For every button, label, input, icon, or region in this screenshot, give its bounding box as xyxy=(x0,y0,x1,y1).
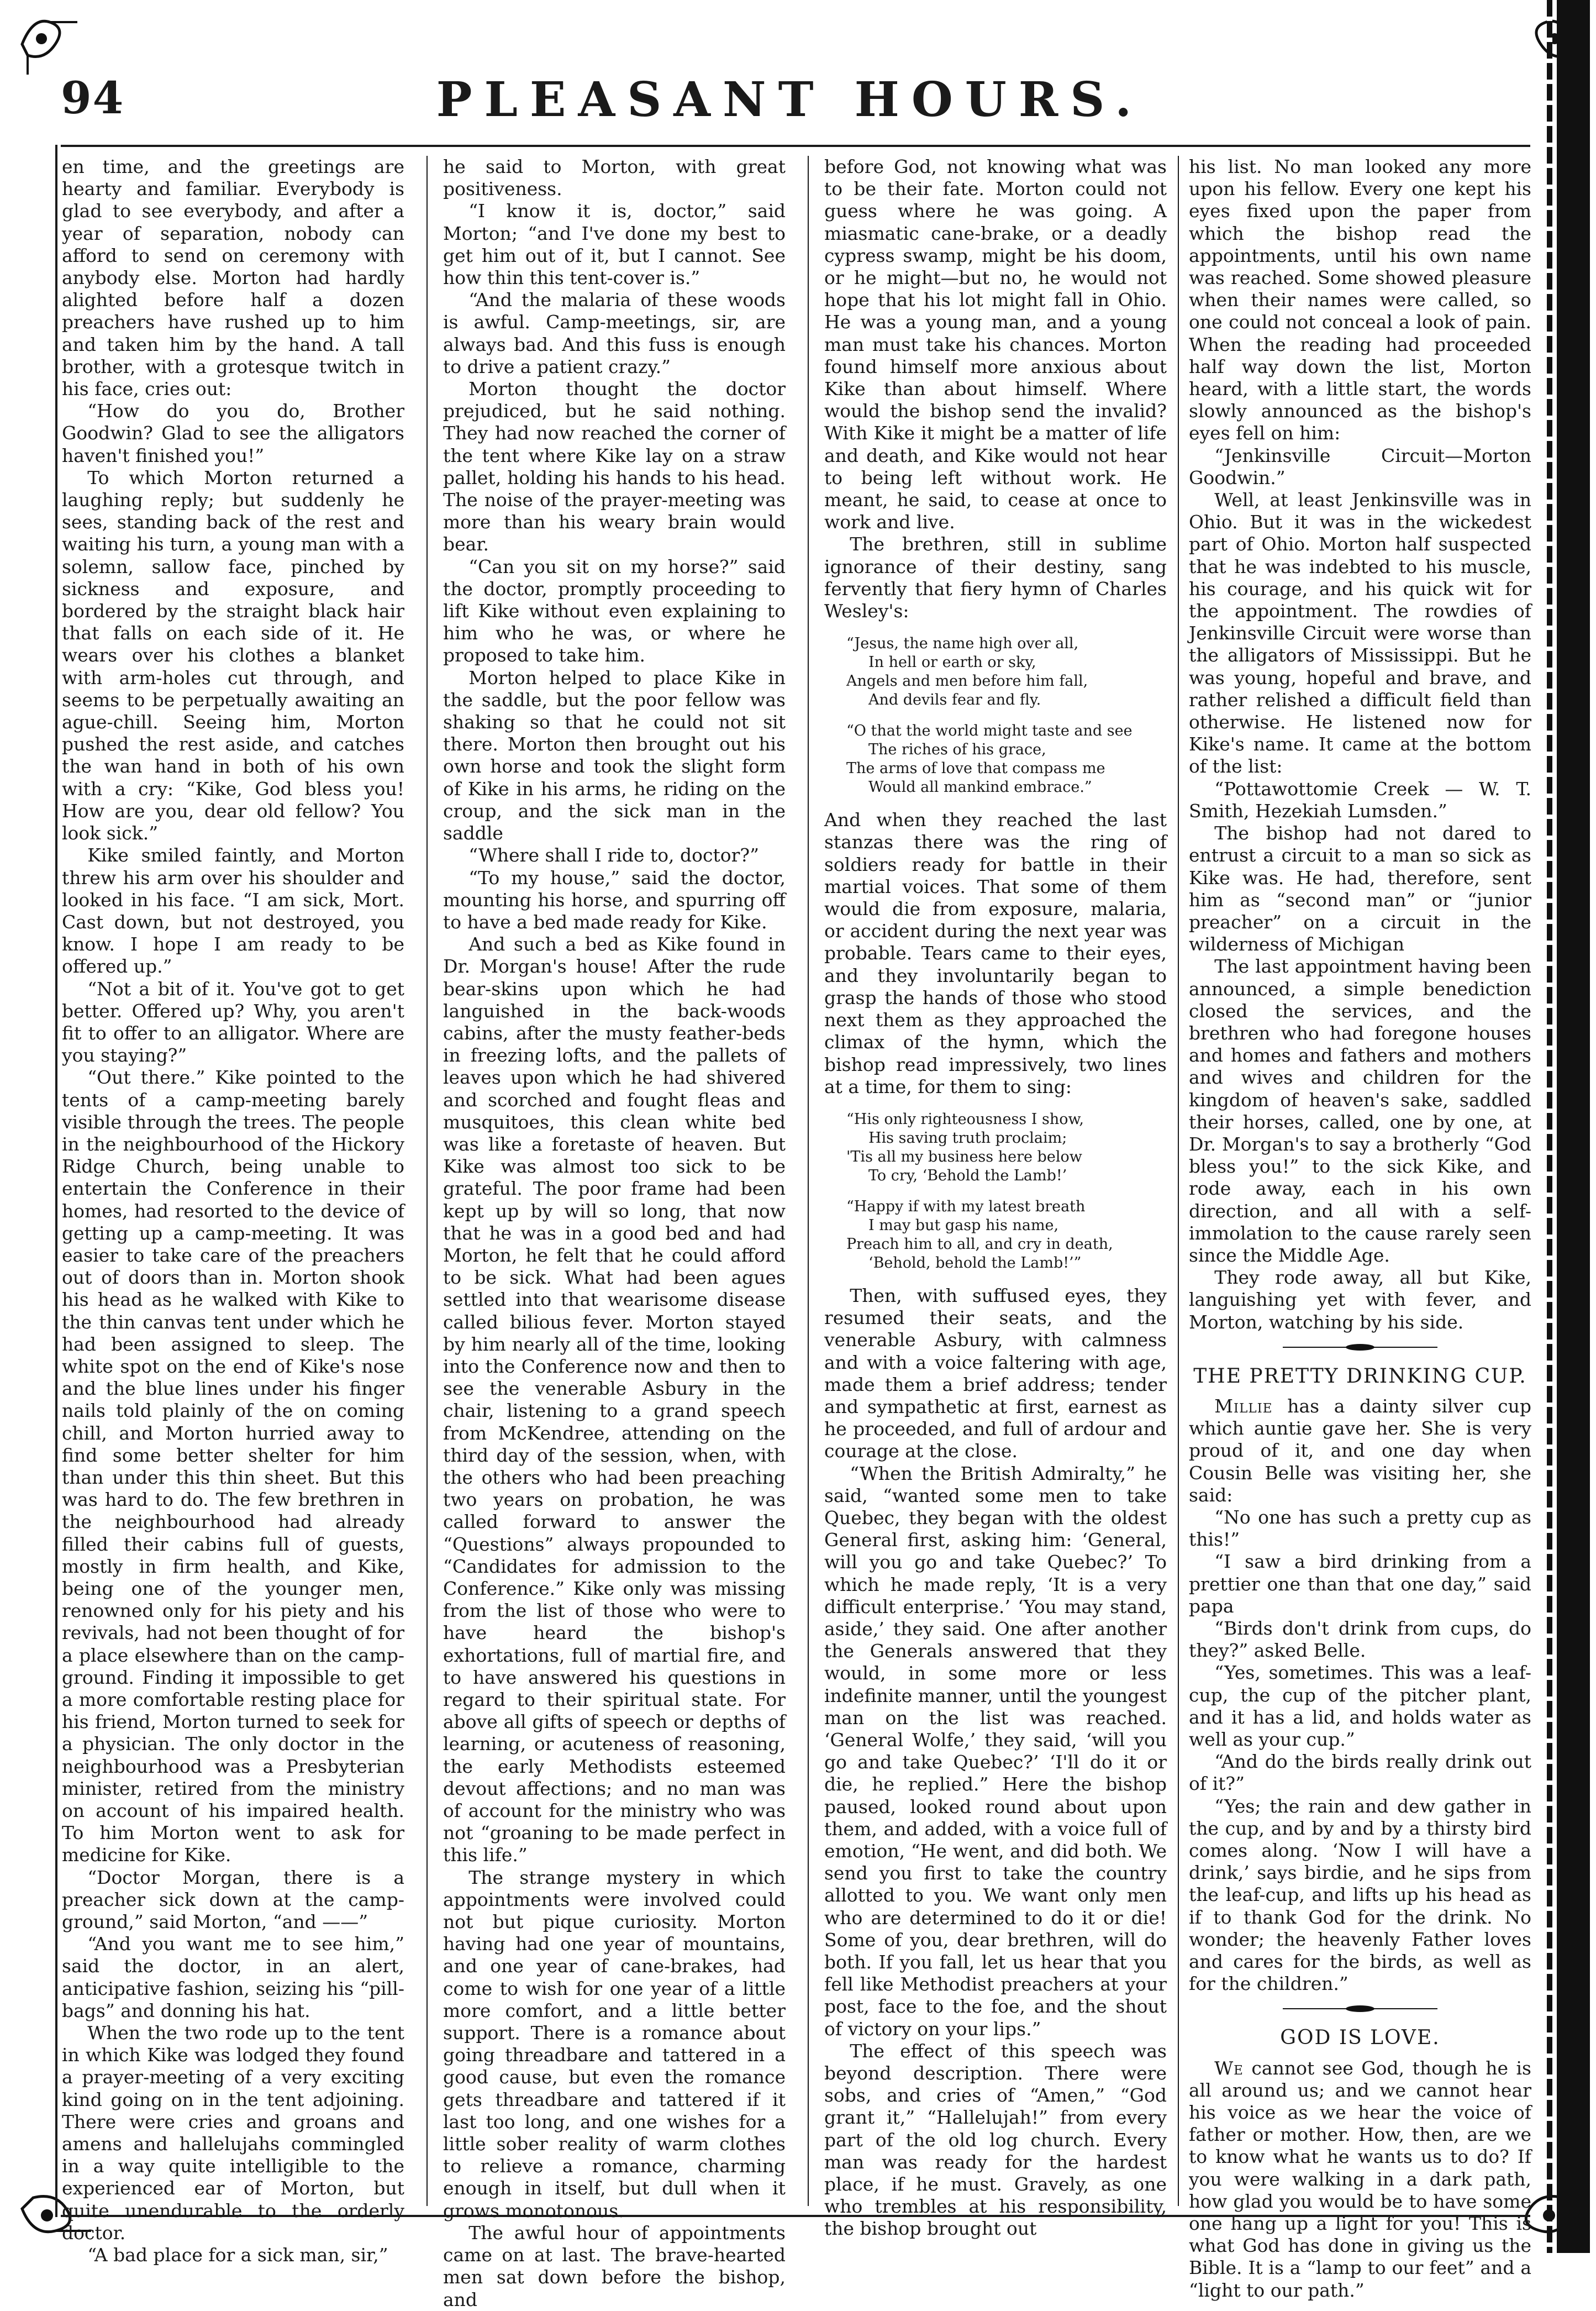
text-columns xyxy=(62,156,1538,2310)
paragraph: “Yes, sometimes. This was a leaf-cup, the cup of the pitcher plant, and it has a lid, and holds water as well as your cup.” xyxy=(1189,1662,1531,1751)
paragraph: Morton helped to place Kike in the saddle, but the poor fellow was shaking so that he could not sit there. Morton then brought out his own horse and took the slight form of Kike in his arms, he riding on the croup, and the sick man in the saddle xyxy=(443,666,786,844)
paragraph: “Birds don't drink from cups, do they?” asked Belle. xyxy=(1189,1617,1531,1662)
paragraph: “And you want me to see him,” said the doctor, in an alert, anticipative fashion, seizing his “pill-bags” and donning his hat. xyxy=(62,1933,404,2021)
running-head-title: PLEASANT HOURS. xyxy=(436,72,1144,128)
paragraph: “How do you do, Brother Goodwin? Glad to see the alligators haven't finished you!” xyxy=(62,400,404,466)
paragraph: Kike smiled faintly, and Morton threw his arm over his shoulder and looked in his face. “I am sick, Mort. Cast down, but not destroyed, you know. I hope I am ready to be offered up.” xyxy=(62,844,404,978)
column-4 xyxy=(1189,156,1531,2301)
hymn-line: “O that the world might taste and see xyxy=(846,722,1133,740)
paragraph: Well, at least Jenkinsville was in Ohio. But it was in the wickedest part of Ohio. Morton half suspected that he was indebted to his muscle, his courage, and his quick wit for the appointment. The rowdies of Jenkinsville Circuit were worse than the alligators of Mississippi. But he was young, hopeful and brave, and rather relished a difficult field than otherwise. He listened now for Kike's name. It came at the bottom of the list: xyxy=(1189,489,1531,778)
hymn-line: “Happy if with my latest breath xyxy=(846,1197,1086,1215)
paragraph: The effect of this speech was beyond description. There were sobs, and cries of “Amen,” “God grant it,” “Hallelujah!” from every part of the old log church. Every man was ready for the hardest place, if he must. Gravely, as one who trembles at his responsibility, the bishop brought out xyxy=(824,2040,1167,2240)
paragraph: “A bad place for a sick man, sir,” xyxy=(87,2244,388,2266)
paragraph: he said to Morton, with great positiveness. xyxy=(443,156,786,200)
hymn-line: Angels and men before him fall, xyxy=(846,673,1088,690)
paragraph: “When the British Admiralty,” he said, “wanted some men to take Quebec, they began with the oldest General first, asking him: ‘General, will you go and take Quebec?’ To which he made reply, ‘It is a very difficult enterprise.’ ‘You may stand, aside,’ they said. One after another the Generals answered that they would, in some more or less indefinite manner, until the youngest man on the list was reached. ‘General Wolfe,’ they said, ‘will you go and take Quebec?’ ‘I'll do it or die, he replied.” Here the bishop paused, looked round about upon them, and added, with a voice full of emotion, “He went, and did both. We send you first to take the country allotted to you. We want only men who are determined to do it or die! Some of you, dear brethren, will do both. If you fall, let us hear that you fell like Methodist preachers at your post, face to the foe, and the shout of victory on your lips.” xyxy=(824,1462,1167,2040)
hymn-line: 'Tis all my business here below xyxy=(846,1148,1082,1165)
hymn-stanza xyxy=(846,1110,1167,1185)
binding-edge xyxy=(1547,0,1552,2253)
paragraph: And when they reached the last stanzas there was the ring of soldiers ready for battle in their martial voices. That some of them would die from exposure, malaria, or accident during the next year was probable. Tears came to their eyes, and they involuntarily began to grasp the hands of those who stood next them as they approached the climax of the hymn, which the bishop read impressively, two lines at a time, for them to sing: xyxy=(824,809,1167,1097)
paragraph: To which Morton returned a laughing reply; but suddenly he sees, standing back of the rest and waiting his turn, a young man with a solemn, sallow face, pinched by sickness and exposure, and bordered by the straight black hair that falls on each side of it. He wears over his clothes a blanket with arm-holes cut through, and seems to be perpetually awaiting an ague-chill. Seeing him, Morton pushed the rest aside, and catches the wan hand in both of his own with a cry: “Kike, God bless you! How are you, dear old fellow? You look sick.” xyxy=(62,466,404,844)
article-heading: THE PRETTY DRINKING CUP. xyxy=(1193,1364,1527,1388)
paragraph: Morton thought the doctor prejudiced, but he said nothing. They had now reached the corner of the tent where Kike lay on a straw pallet, holding his hands to his head. The noise of the prayer-meeting was more than his weary brain would bear. xyxy=(443,378,786,555)
paragraph-lead: We xyxy=(1214,2057,1244,2079)
paragraph: The last appointment having been announced, a simple benediction closed the services, and the brethren who had foregone houses and homes and fathers and mothers and wives and children for the kingdom of heaven's sake, saddled their horses, called, one by one, at Dr. Morgan's to say a brotherly “God bless you!” to the sick Kike, and rode away, each in his own direction, and all with a self-immolation to the cause rarely seen since the Middle Age. xyxy=(1189,955,1531,1266)
paragraph xyxy=(1189,1395,1531,1506)
hymn-stanza xyxy=(846,634,1167,710)
paragraph: “Can you sit on my horse?” said the doctor, promptly proceeding to lift Kike without even explaining to him who he was, or where he proposed to take him. xyxy=(443,555,786,666)
hymn-line: To cry, ‘Behold the Lamb!’ xyxy=(868,1167,1067,1184)
hymn-line: And devils fear and fly. xyxy=(868,691,1041,709)
paragraph: They rode away, all but Kike, languishing yet with fever, and Morton, watching by his side. xyxy=(1189,1267,1531,1333)
paragraph: “And the malaria of these woods is awful. Camp-meetings, sir, are always bad. And this fuss is enough to drive a patient crazy.” xyxy=(443,289,786,377)
frame-rule-top xyxy=(61,145,1530,147)
paragraph: The awful hour of appointments came on at last. The brave-hearted men sat down before the bishop, and xyxy=(443,2221,786,2310)
article-heading: GOD IS LOVE. xyxy=(1280,2026,1440,2050)
hymn-line: I may but gasp his name, xyxy=(868,1216,1059,1234)
hymn-line: In hell or earth or sky, xyxy=(868,654,1036,671)
masthead xyxy=(50,39,1530,149)
paragraph: The bishop had not dared to entrust a circuit to a man so sick as Kike was. He had, therefore, sent him as “second man” or “junior preacher” on a circuit in the wilderness of Michigan xyxy=(1189,822,1531,955)
hymn-verse xyxy=(846,1110,1167,1273)
paragraph-text: has a dainty silver cup which auntie gave her. She is very proud of it, and one day when Cousin Belle was visiting her, she said: xyxy=(1189,1395,1531,1506)
paragraph: “I know it is, doctor,” said Morton; “and I've done my best to get him out of it, but I cannot. See how thin this tent-cover is.” xyxy=(443,200,786,289)
hymn-stanza xyxy=(846,1197,1167,1273)
paragraph: The strange mystery in which appointments were involved could not but pique curiosity. Morton having had one year of mountains, and one year of cane-brakes, had come to wish for one year of a little more comfort, and a little better support. There is a romance about going threadbare and tattered in a good cause, but even the romance gets threadbare and tattered if it last too long, and one wishes for a little sober reality of warm clothes to relieve a romance, charming enough in itself, but dull when it grows monotonous. xyxy=(443,1866,786,2221)
hymn-line: The riches of his grace, xyxy=(868,741,1046,759)
column-2 xyxy=(443,156,786,2310)
paragraph: en time, and the greetings are hearty and familiar. Everybody is glad to see everybody, and after a year of separation, nobody can afford to send on ceremony with anybody else. Morton had hardly alighted before half a dozen preachers have rushed up to him and taken him by the hand. A tall brother, with a grotesque twitch in his face, cries out: xyxy=(62,156,404,400)
frame-rule-left xyxy=(55,145,57,2217)
paragraph: The brethren, still in sublime ignorance of their destiny, sang fervently that fiery hymn of Charles Wesley's: xyxy=(824,533,1167,622)
paragraph-lead: Millie xyxy=(1214,1395,1273,1417)
paragraph: “I saw a bird drinking from a prettier one than that one day,” said papa xyxy=(1189,1551,1531,1617)
paragraph: “No one has such a pretty cup as this!” xyxy=(1189,1506,1531,1551)
hymn-verse xyxy=(846,634,1167,797)
page-number: 94 xyxy=(61,72,125,124)
paragraph: “And do the birds really drink out of it?” xyxy=(1189,1751,1531,1795)
paragraph: When the two rode up to the tent in which Kike was lodged they found a prayer-meeting of a very exciting kind going on in the tent adjoining. There were cries and groans and amens and hallelujahs commingled in a way quite intelligible to the experienced ear of Morton, but quite unendurable to the orderly doctor. xyxy=(62,2022,404,2244)
binding-spine xyxy=(1557,0,1590,2253)
hymn-stanza xyxy=(846,722,1167,797)
hymn-line: The arms of love that compass me xyxy=(846,760,1105,778)
paragraph: “Out there.” Kike pointed to the tents of a camp-meeting barely visible through the trees. The people in the neighbourhood of the Hickory Ridge Church, being unable to entertain the Conference in their homes, had resorted to the device of getting up a camp-meeting. It was easier to take care of the preachers out of doors than in. Morton shook his head as he walked with Kike to the thin canvas tent under which he had been assigned to sleep. The white spot on the end of Kike's nose and the blue lines under his finger nails told plainly of the on coming chill, and Morton hurried away to find some better shelter for him than under this thin sheet. But this was hard to do. The few brethren in the neighbourhood had already filled their cabins full of guests, mostly in firm health, and Kike, being one of the younger men, renowned only for his piety and his revivals, had not been thought of for a place elsewhere than on the camp-ground. Finding it impossible to get a more comfortable resting place for his friend, Morton turned to seek for a physician. The only doctor in the neighbourhood was a Presbyterian minister, retired from the ministry on account of his impaired health. To him Morton went to ask for medicine for Kike. xyxy=(62,1067,404,1866)
column-rule xyxy=(1178,156,1179,2206)
paragraph: “To my house,” said the doctor, mounting his horse, and spurring off to have a bed made ready for Kike. xyxy=(443,866,786,933)
hymn-line: Would all mankind embrace.” xyxy=(868,779,1092,796)
hymn-line: “Jesus, the name high over all, xyxy=(846,635,1079,653)
paragraph-text: cannot see God, though he is all around us; and we cannot hear his voice as we hear the voice of father or mother. How, then, are we to know what he wants us to do? If you were walking in a dark path, how glad you would be to have some one hang up a light for you! This is what God has done in giving us the Bible. It is a “lamp to our feet” and a “light to our path.” xyxy=(1189,2057,1531,2301)
column-rule xyxy=(808,156,809,2206)
column-rule xyxy=(426,156,428,2206)
column-1 xyxy=(62,156,404,2266)
section-divider-icon xyxy=(1283,2005,1437,2013)
paragraph: Then, with suffused eyes, they resumed their seats, and the venerable Asbury, with calmness and with a voice faltering with age, made them a brief address; tender and sympathetic at first, earnest as he proceeded, and full of ardour and courage at the close. xyxy=(824,1284,1167,1462)
section-divider-icon xyxy=(1283,1343,1437,1351)
paragraph: his list. No man looked any more upon his fellow. Every one kept his eyes fixed upon the paper from which the bishop read the appointments, until his own name was reached. Some showed pleasure when their names were called, so one could not conceal a look of pain. When the reading had proceeded half way down the list, Morton heard, with a little start, the words slowly announced as the bishop's eyes fell on him: xyxy=(1189,156,1531,444)
paragraph: “Not a bit of it. You've got to get better. Offered up? Why, you aren't fit to offer to an alligator. Where are you staying?” xyxy=(62,978,404,1067)
hymn-line: ‘Behold, behold the Lamb!’” xyxy=(868,1254,1082,1272)
hymn-line: “His only righteousness I show, xyxy=(846,1110,1084,1128)
paragraph: “Pottawottomie Creek — W. T. Smith, Hezekiah Lumsden.” xyxy=(1189,778,1531,822)
paragraph: before God, not knowing what was to be their fate. Morton could not guess where he was going. A miasmatic cane-brake, or a deadly cypress swamp, might be his doom, or he might—but no, he would not hope that his lot might fall in Ohio. He was a young man, and a young man must take his chances. Morton found himself more anxious about Kike than about himself. Where would the bishop send the invalid? With Kike it might be a matter of life and death, and Kike would not hear to being left without work. He meant, he said, to cease at once to work and live. xyxy=(824,156,1167,533)
paragraph: “Jenkinsville Circuit—Morton Goodwin.” xyxy=(1189,444,1531,489)
hymn-line: His saving truth proclaim; xyxy=(868,1129,1067,1147)
hymn-line: Preach him to all, and cry in death, xyxy=(846,1235,1113,1253)
paragraph: And such a bed as Kike found in Dr. Morgan's house! After the rude bear-skins upon which he had languished in the back-woods cabins, after the musty feather-beds in freezing lofts, and the pallets of leaves upon which he had shivered and scorched and fought fleas and musquitoes, this clean white bed was like a foretaste of heaven. But Kike was almost too sick to be grateful. The poor frame had been kept up by will so long, that now that he was in a good bed and had Morton, he felt that he could afford to be sick. What had been agues settled into that wearisome disease called bilious fever. Morton stayed by him nearly all of the time, looking into the Conference now and then to see the venerable Asbury in the chair, listening to a grand speech from McKendree, attending on the third day of the session, when, with the others who had been preaching two years on probation, he was called forward to answer the “Questions” always propounded to “Candidates for admission to the Conference.” Kike only was missing from the list of those who were to have heard the bishop's exhortations, full of martial fire, and to have answered his questions in regard to their spiritual state. For above all gifts of speech or depths of learning, or acuteness of reasoning, the early Methodists esteemed devout affections; and no man was of account for the ministry who was not “groaning to be made perfect in this life.” xyxy=(443,933,786,1866)
paragraph: “Doctor Morgan, there is a preacher sick down at the camp-ground,” said Morton, “and ——” xyxy=(62,1866,404,1933)
paragraph: “Yes; the rain and dew gather in the cup, and by and by a thirsty bird comes along. ‘Now I will have a drink,’ says birdie, and he sips from the leaf-cup, and lifts up his head as if to thank God for the drink. No wonder; the heavenly Father loves and cares for the birds, as well as for the children.” xyxy=(1189,1795,1531,1995)
column-3 xyxy=(824,156,1167,2240)
paragraph xyxy=(1189,2057,1531,2302)
paragraph: “Where shall I ride to, doctor?” xyxy=(468,844,759,866)
